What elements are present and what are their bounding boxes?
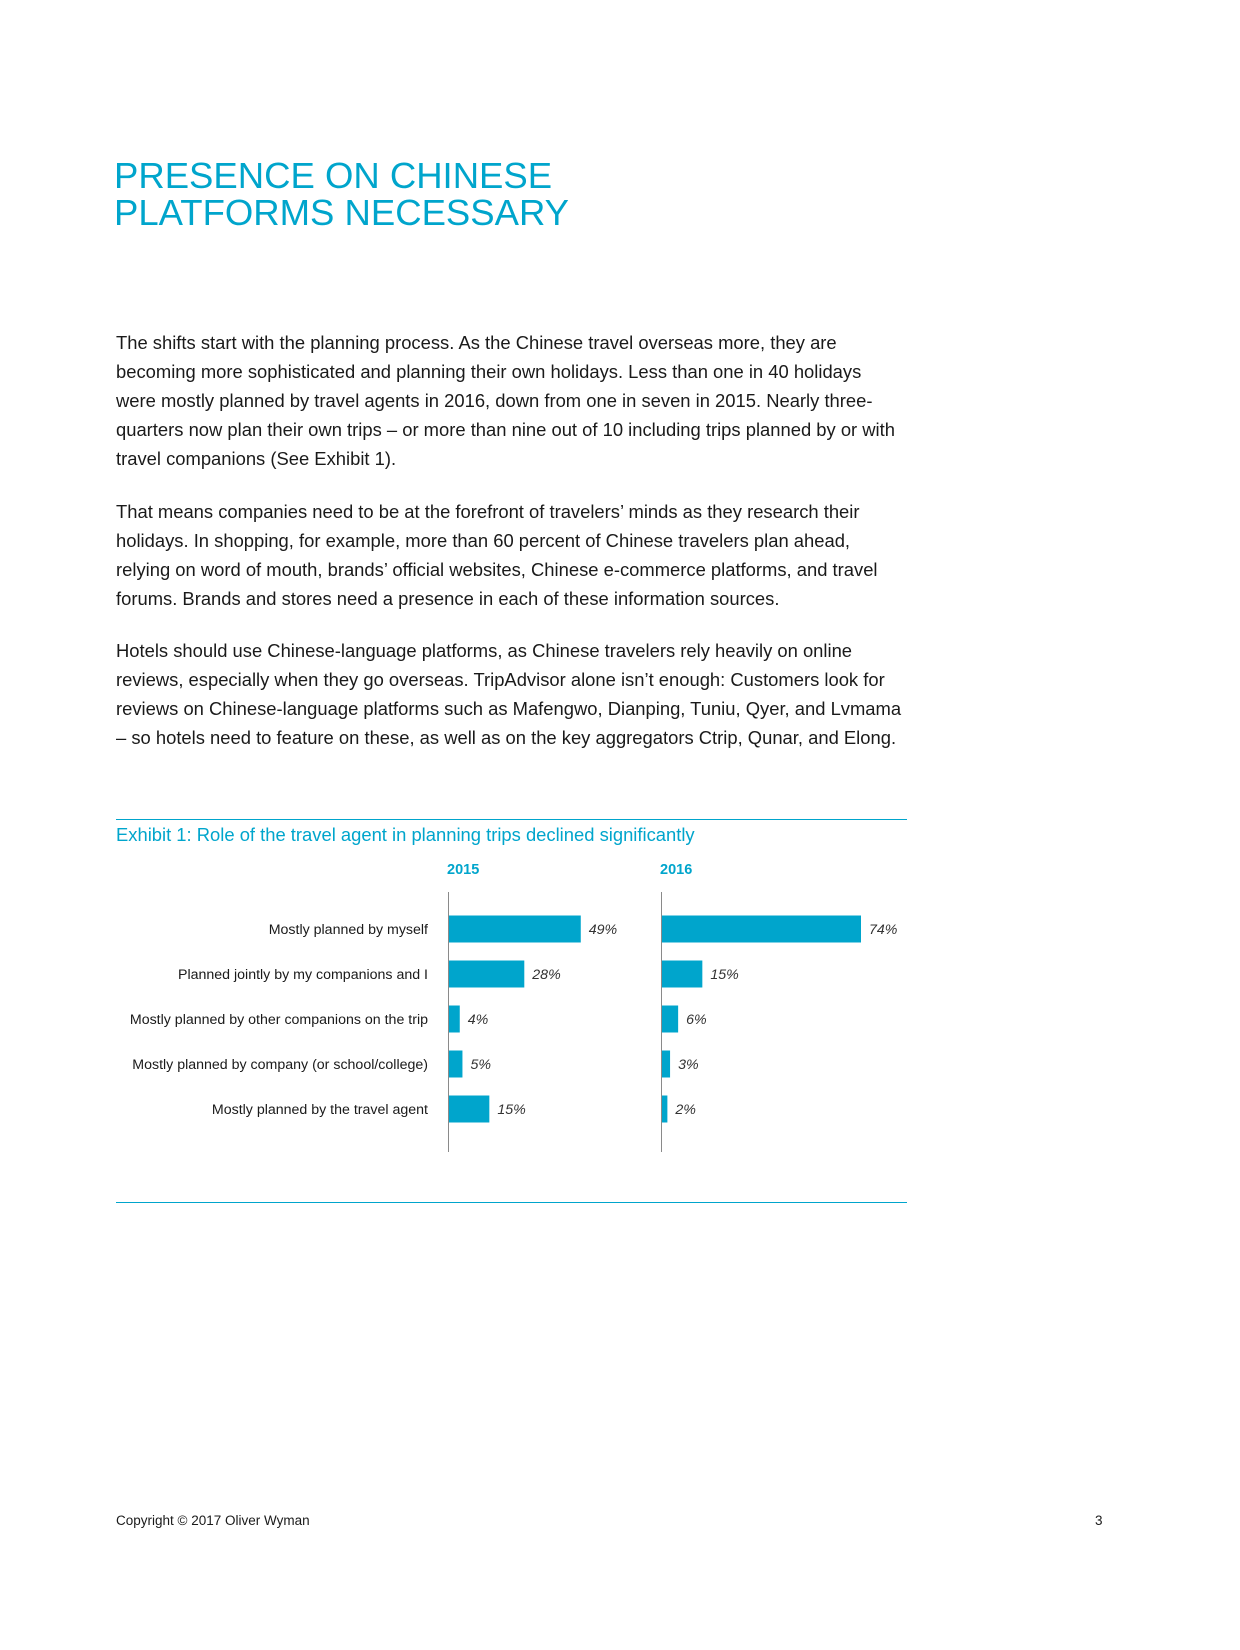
page-number: 3 <box>1095 1513 1103 1528</box>
body-paragraph-1: The shifts start with the planning process. As the Chinese travel overseas more, they are becoming more sophisticated and planning their own holidays. Less than one in 40 holidays were mostly planned by travel agents in 2016, down from one in seven in 2015. Nearly three-quarters now plan their own trips – or more than nine out of 10 including trips planned by or with travel companions (See Exhibit 1). <box>116 332 895 469</box>
exhibit-top-divider <box>116 819 907 820</box>
bar-2016-5 <box>662 1096 667 1123</box>
category-label: Planned jointly by my companions and I <box>178 967 428 983</box>
data-label: 15% <box>497 1102 526 1118</box>
data-label: 4% <box>467 1012 489 1028</box>
bar-2015-3 <box>449 1006 460 1033</box>
page-title-line-1: PRESENCE ON CHINESE <box>114 155 553 196</box>
series-label-2016: 2016 <box>660 862 693 878</box>
exhibit-title: Exhibit 1: Role of the travel agent in planning trips declined significantly <box>116 824 695 845</box>
body-paragraph-3: Hotels should use Chinese-language platforms, as Chinese travelers rely heavily on online reviews, especially when they go overseas. TripAdvisor alone isn’t enough: Customers look for reviews on Chinese-language platforms such as Mafengwo, Dianping, Tuniu, Qyer, and Lvmama – so hotels need to feature on these, as well as on the key aggregators Ctrip, Qunar, and Elong. <box>116 640 902 748</box>
bar-2016-1 <box>662 916 861 943</box>
data-label: 28% <box>532 967 561 983</box>
data-label: 2% <box>675 1102 696 1118</box>
bar-2015-5 <box>449 1096 489 1123</box>
data-label: 74% <box>869 922 898 938</box>
category-label: Mostly planned by the travel agent <box>211 1102 428 1118</box>
page-title-line-2: PLATFORMS NECESSARY <box>114 191 570 233</box>
data-label: 5% <box>470 1057 491 1073</box>
series-label-2015: 2015 <box>447 862 480 878</box>
data-label: 3% <box>678 1057 699 1073</box>
body-paragraph-2: That means companies need to be at the forefront of travelers’ minds as they research their holidays. In shopping, for example, more than 60 percent of Chinese travelers plan ahead, relying on word of mouth, brands’ official websites, Chinese e-commerce platforms, and travel forums. Brands and stores need a presence in each of these information sources. <box>116 501 878 609</box>
exhibit-bar-chart <box>0 860 1240 1180</box>
page-title <box>114 155 570 233</box>
category-label: Mostly planned by other companions on the trip <box>129 1012 428 1028</box>
bar-2015-4 <box>449 1051 462 1078</box>
category-label: Mostly planned by myself <box>268 922 428 938</box>
bar-2016-2 <box>662 961 702 988</box>
bar-2016-4 <box>662 1051 670 1078</box>
footer-copyright: Copyright © 2017 Oliver Wyman <box>116 1513 310 1528</box>
exhibit-bottom-divider <box>116 1202 907 1203</box>
data-label: 15% <box>710 967 739 983</box>
data-label: 6% <box>686 1012 707 1028</box>
bar-2015-1 <box>449 916 581 943</box>
bar-2015-2 <box>449 961 524 988</box>
data-label: 49% <box>588 922 618 938</box>
category-label: Mostly planned by company (or school/college) <box>132 1057 428 1073</box>
bar-2016-3 <box>662 1006 678 1033</box>
